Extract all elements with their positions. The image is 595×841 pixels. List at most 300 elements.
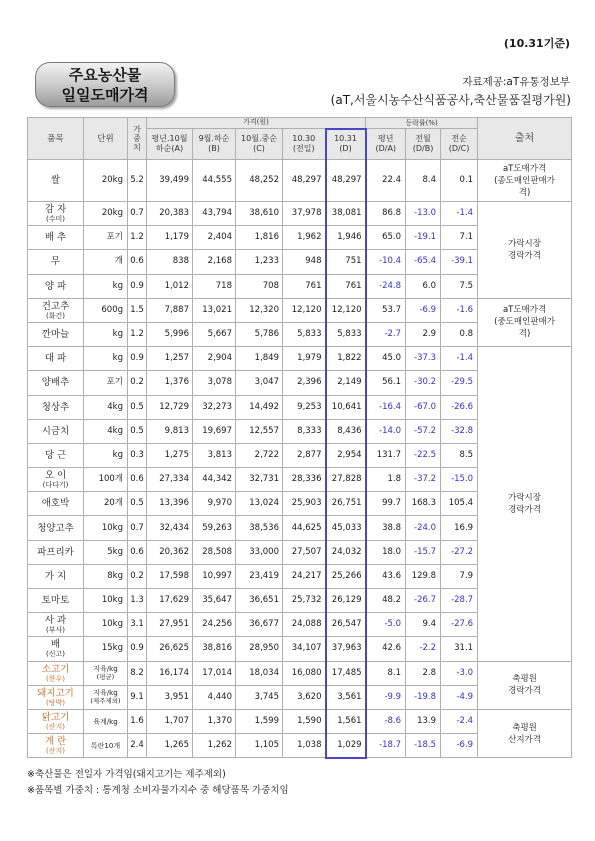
item-name: 오 이 [44, 470, 67, 482]
item-variety: (산지) [46, 747, 65, 756]
source-line: 산지가격 [508, 734, 541, 745]
change-vs-prev-month-cell: -37.3 [406, 347, 441, 371]
price-late-sep-cell: 24,256 [193, 613, 236, 637]
unit-cell [84, 371, 128, 395]
price-prev-day-cell: 48,297 [283, 160, 326, 202]
price-mid-oct-cell: 28,950 [236, 637, 283, 661]
unit-label: 포기 [106, 232, 123, 243]
price-prev-day-cell: 9,253 [283, 395, 326, 419]
price-normal-late-oct-cell: 17,629 [147, 589, 193, 613]
change-vs-prev-period-cell: -4.9 [441, 685, 478, 709]
item-name-cell [28, 734, 84, 758]
price-normal-late-oct-cell: 1,376 [147, 371, 193, 395]
price-mid-oct-cell: 1,233 [236, 250, 283, 274]
weight-cell: 0.7 [128, 516, 147, 540]
base-date: (10.31기준) [503, 37, 570, 50]
price-late-sep-cell: 35,647 [193, 589, 236, 613]
price-table [27, 117, 572, 759]
weight-cell: 1.2 [128, 226, 147, 250]
price-mid-oct-cell: 14,492 [236, 395, 283, 419]
change-vs-prev-month-cell: 129.8 [406, 564, 441, 588]
change-vs-normal-cell: 42.6 [366, 637, 406, 661]
price-late-sep-cell: 32,273 [193, 395, 236, 419]
change-vs-normal-cell: 22.4 [366, 160, 406, 202]
weight-cell: 0.9 [128, 347, 147, 371]
change-vs-prev-period-cell: -26.6 [441, 395, 478, 419]
price-late-sep-cell: 44,555 [193, 160, 236, 202]
title-line-2: 일일도매가격 [61, 86, 149, 104]
item-name-cell [28, 540, 84, 564]
unit-label: 100개 [98, 474, 123, 485]
unit-cell [84, 347, 128, 371]
source-line: 축평원 [512, 722, 537, 733]
price-today-cell: 26,547 [326, 613, 366, 637]
price-prev-day-cell: 2,396 [283, 371, 326, 395]
header-line: 하순(A) [155, 144, 184, 153]
source-line: 축평원 [512, 674, 537, 685]
price-late-sep-cell: 3,813 [193, 443, 236, 467]
weight-cell: 0.2 [128, 564, 147, 588]
item-name-cell [28, 661, 84, 685]
change-vs-normal-cell: 8.1 [366, 661, 406, 685]
change-vs-normal-cell: -8.6 [366, 709, 406, 733]
source-text [489, 304, 561, 340]
change-vs-normal-cell: -16.4 [366, 395, 406, 419]
header-price-today [326, 129, 366, 160]
unit-cell [84, 226, 128, 250]
price-normal-late-oct-cell: 9,813 [147, 419, 193, 443]
item-name: 배 [50, 639, 61, 651]
change-vs-prev-period-cell: -3.0 [441, 661, 478, 685]
header-source: 출처 [478, 118, 572, 160]
header-line: 9월.하순 [198, 134, 230, 143]
price-table-body [28, 160, 572, 758]
item-name: 가 지 [44, 570, 67, 582]
header-line: (전일) [292, 144, 315, 153]
unit-cell [84, 685, 128, 709]
item-variety: (탕박) [46, 698, 65, 707]
price-normal-late-oct-cell: 16,174 [147, 661, 193, 685]
header-line: (D/C) [448, 144, 470, 153]
unit-cell [84, 661, 128, 685]
price-mid-oct-cell: 1,105 [236, 734, 283, 758]
source-text [489, 163, 561, 199]
item-name-cell [28, 709, 84, 733]
price-normal-late-oct-cell: 1,012 [147, 274, 193, 298]
unit-label: kg [112, 329, 123, 340]
weight-cell: 0.9 [128, 274, 147, 298]
item-name: 토마토 [41, 595, 70, 607]
change-vs-prev-month-cell: 6.0 [406, 274, 441, 298]
document-title [35, 62, 175, 107]
source-line: 가락시장 [508, 492, 541, 503]
price-normal-late-oct-cell: 32,434 [147, 516, 193, 540]
price-today-cell: 1,029 [326, 734, 366, 758]
price-today-cell: 27,828 [326, 468, 366, 492]
change-vs-normal-cell: -10.4 [366, 250, 406, 274]
unit-label: 20kg [101, 208, 123, 219]
change-vs-prev-month-cell: -65.4 [406, 250, 441, 274]
price-mid-oct-cell: 12,320 [236, 298, 283, 322]
unit-cell [84, 202, 128, 226]
table-row [28, 202, 572, 226]
change-vs-prev-month-cell: 13.9 [406, 709, 441, 733]
change-vs-normal-cell: 86.8 [366, 202, 406, 226]
table-row [28, 709, 572, 733]
price-late-sep-cell: 19,697 [193, 419, 236, 443]
price-late-sep-cell: 43,794 [193, 202, 236, 226]
item-name-cell [28, 685, 84, 709]
price-normal-late-oct-cell: 27,951 [147, 613, 193, 637]
price-prev-day-cell: 25,903 [283, 492, 326, 516]
unit-cell [84, 540, 128, 564]
price-normal-late-oct-cell: 1,707 [147, 709, 193, 733]
source-text [489, 673, 561, 697]
change-vs-prev-month-cell: -2.2 [406, 637, 441, 661]
price-normal-late-oct-cell: 17,598 [147, 564, 193, 588]
price-prev-day-cell: 12,120 [283, 298, 326, 322]
weight-cell: 0.6 [128, 250, 147, 274]
change-vs-prev-period-cell: -2.4 [441, 709, 478, 733]
price-today-cell: 17,485 [326, 661, 366, 685]
price-today-cell: 48,297 [326, 160, 366, 202]
change-vs-prev-month-cell: -26.7 [406, 589, 441, 613]
item-name: 배 추 [44, 232, 67, 244]
unit-cell [84, 322, 128, 346]
header-price-group: 가격(원) [147, 118, 366, 129]
change-vs-prev-period-cell: -29.5 [441, 371, 478, 395]
unit-label: 20kg [101, 175, 123, 185]
header-item: 품목 [28, 118, 84, 160]
change-vs-prev-period-cell: 105.4 [441, 492, 478, 516]
change-vs-normal-cell: -5.0 [366, 613, 406, 637]
price-mid-oct-cell: 3,745 [236, 685, 283, 709]
price-normal-late-oct-cell: 12,729 [147, 395, 193, 419]
price-late-sep-cell: 38,816 [193, 637, 236, 661]
source-line: aT도매가격 [502, 163, 547, 174]
unit-label: 4kg [107, 425, 123, 436]
unit-label: 개 [114, 256, 123, 267]
source-cell [478, 202, 572, 299]
change-vs-prev-period-cell: 31.1 [441, 637, 478, 661]
data-provider: 자료제공:aT유통정보부 [462, 76, 570, 88]
change-vs-normal-cell: 43.6 [366, 564, 406, 588]
unit-label: 지육/kg [93, 689, 118, 698]
price-today-cell: 761 [326, 274, 366, 298]
item-name-cell [28, 419, 84, 443]
unit-label: kg [112, 280, 123, 291]
change-vs-prev-month-cell: 8.4 [406, 160, 441, 202]
header-change-vs-normal [366, 129, 406, 160]
header-line: 평년.10월 [151, 134, 188, 143]
price-today-cell: 10,641 [326, 395, 366, 419]
price-mid-oct-cell: 3,047 [236, 371, 283, 395]
item-name: 대 파 [44, 353, 67, 365]
item-name: 무 [50, 256, 61, 268]
item-name-cell [28, 298, 84, 322]
unit-cell [84, 516, 128, 540]
unit-cell [84, 564, 128, 588]
price-prev-day-cell: 25,732 [283, 589, 326, 613]
unit-cell [84, 734, 128, 758]
source-text [489, 238, 561, 262]
title-line-1: 주요농산물 [68, 66, 142, 84]
change-vs-normal-cell: -18.7 [366, 734, 406, 758]
source-text [489, 492, 561, 516]
change-vs-prev-month-cell: -67.0 [406, 395, 441, 419]
weight-cell: 0.9 [128, 637, 147, 661]
item-name-cell [28, 516, 84, 540]
price-mid-oct-cell: 36,677 [236, 613, 283, 637]
price-today-cell: 1,946 [326, 226, 366, 250]
header-change-group: 등락률(%) [366, 118, 478, 129]
change-vs-prev-period-cell: -15.0 [441, 468, 478, 492]
unit-cell [84, 395, 128, 419]
weight-cell: 0.7 [128, 202, 147, 226]
unit-label: 20개 [103, 498, 123, 509]
change-vs-prev-month-cell: -6.9 [406, 298, 441, 322]
price-today-cell: 751 [326, 250, 366, 274]
header-line: 전순 [451, 134, 467, 143]
source-cell [478, 160, 572, 202]
price-prev-day-cell: 16,080 [283, 661, 326, 685]
price-mid-oct-cell: 36,651 [236, 589, 283, 613]
source-line: 가락시장 [508, 238, 541, 249]
change-vs-prev-month-cell: 2.9 [406, 322, 441, 346]
price-today-cell: 2,149 [326, 371, 366, 395]
price-prev-day-cell: 37,978 [283, 202, 326, 226]
item-variety: (신고) [46, 650, 65, 659]
change-vs-prev-period-cell: -1.6 [441, 298, 478, 322]
item-name: 건고추 [41, 300, 70, 312]
unit-cell [84, 443, 128, 467]
price-mid-oct-cell: 1,599 [236, 709, 283, 733]
header-weight-label: 가중치 [133, 124, 141, 152]
price-prev-day-cell: 34,107 [283, 637, 326, 661]
header-line: (D) [339, 144, 352, 154]
item-name-cell [28, 395, 84, 419]
item-name: 돼지고기 [37, 687, 74, 699]
price-prev-day-cell: 5,833 [283, 322, 326, 346]
change-vs-prev-month-cell: -19.1 [406, 226, 441, 250]
header-line: 10.31 [334, 134, 357, 144]
change-vs-prev-period-cell: -27.2 [441, 540, 478, 564]
price-late-sep-cell: 1,262 [193, 734, 236, 758]
change-vs-normal-cell: -24.8 [366, 274, 406, 298]
price-normal-late-oct-cell: 838 [147, 250, 193, 274]
item-variety: (산지) [46, 723, 65, 732]
price-late-sep-cell: 2,404 [193, 226, 236, 250]
weight-cell: 0.3 [128, 443, 147, 467]
item-variety: (다다기) [42, 481, 69, 490]
price-normal-late-oct-cell: 13,396 [147, 492, 193, 516]
weight-cell: 1.6 [128, 709, 147, 733]
change-vs-prev-period-cell: -1.4 [441, 202, 478, 226]
unit-note: (평균) [96, 673, 115, 682]
item-name: 감 자 [44, 204, 67, 216]
footnote: ※품목별 가중치 : 통계청 소비자물가지수 중 해당품목 가중치임 [27, 785, 289, 796]
price-prev-day-cell: 24,088 [283, 613, 326, 637]
change-vs-prev-period-cell: 0.1 [441, 160, 478, 202]
source-line: 경락가격 [508, 686, 541, 697]
price-late-sep-cell: 9,970 [193, 492, 236, 516]
change-vs-normal-cell: 1.8 [366, 468, 406, 492]
unit-label: 10kg [101, 595, 123, 606]
unit-cell [84, 250, 128, 274]
change-vs-normal-cell: 56.1 [366, 371, 406, 395]
change-vs-prev-period-cell: 0.8 [441, 322, 478, 346]
change-vs-prev-month-cell: -13.0 [406, 202, 441, 226]
change-vs-prev-month-cell: -24.0 [406, 516, 441, 540]
change-vs-normal-cell: -2.7 [366, 322, 406, 346]
price-today-cell: 12,120 [326, 298, 366, 322]
item-name-cell [28, 202, 84, 226]
price-late-sep-cell: 4,440 [193, 685, 236, 709]
change-vs-prev-month-cell: -18.5 [406, 734, 441, 758]
price-normal-late-oct-cell: 27,334 [147, 468, 193, 492]
change-vs-prev-month-cell: -15.7 [406, 540, 441, 564]
price-normal-late-oct-cell: 1,275 [147, 443, 193, 467]
weight-cell: 0.5 [128, 395, 147, 419]
price-today-cell: 25,266 [326, 564, 366, 588]
item-name: 사 과 [44, 615, 67, 627]
unit-cell [84, 160, 128, 202]
header-row-groups [28, 118, 572, 129]
change-vs-prev-month-cell: -57.2 [406, 419, 441, 443]
table-row [28, 298, 572, 322]
price-today-cell: 3,561 [326, 685, 366, 709]
unit-cell [84, 637, 128, 661]
footnote: ※축산물은 전일자 가격임(돼지고기는 제주제외) [27, 769, 226, 780]
unit-cell [84, 492, 128, 516]
price-late-sep-cell: 3,078 [193, 371, 236, 395]
weight-cell: 2.4 [128, 734, 147, 758]
price-prev-day-cell: 1,979 [283, 347, 326, 371]
item-name: 청상추 [41, 401, 70, 413]
unit-label: 5kg [107, 546, 123, 557]
price-today-cell: 8,436 [326, 419, 366, 443]
unit-label: 15kg [101, 643, 123, 654]
price-mid-oct-cell: 48,252 [236, 160, 283, 202]
price-late-sep-cell: 718 [193, 274, 236, 298]
item-name: 깐마늘 [41, 329, 70, 341]
price-today-cell: 26,129 [326, 589, 366, 613]
change-vs-prev-month-cell: 168.3 [406, 492, 441, 516]
unit-label: 지육/kg [93, 665, 118, 674]
header-line: (B) [208, 144, 220, 153]
price-prev-day-cell: 8,333 [283, 419, 326, 443]
price-late-sep-cell: 13,021 [193, 298, 236, 322]
price-late-sep-cell: 5,667 [193, 322, 236, 346]
item-name: 소고기 [41, 663, 70, 675]
price-mid-oct-cell: 13,024 [236, 492, 283, 516]
price-prev-day-cell: 1,590 [283, 709, 326, 733]
change-vs-prev-period-cell: -1.4 [441, 347, 478, 371]
price-mid-oct-cell: 38,610 [236, 202, 283, 226]
item-name-cell [28, 274, 84, 298]
price-late-sep-cell: 2,168 [193, 250, 236, 274]
header-line: 10.30 [292, 134, 316, 143]
item-name: 양 파 [44, 280, 67, 292]
header-change-vs-prev-period [441, 129, 478, 160]
item-name: 양배추 [41, 377, 70, 389]
change-vs-prev-period-cell: -39.1 [441, 250, 478, 274]
price-mid-oct-cell: 33,000 [236, 540, 283, 564]
unit-cell [84, 419, 128, 443]
unit-label: 600g [101, 304, 123, 315]
unit-cell [84, 298, 128, 322]
change-vs-prev-month-cell: 9.4 [406, 613, 441, 637]
change-vs-prev-period-cell: -32.8 [441, 419, 478, 443]
price-mid-oct-cell: 23,419 [236, 564, 283, 588]
weight-cell: 1.5 [128, 298, 147, 322]
price-normal-late-oct-cell: 1,179 [147, 226, 193, 250]
price-normal-late-oct-cell: 1,257 [147, 347, 193, 371]
unit-note: (제주제외) [90, 697, 121, 706]
header-line: (C) [253, 144, 265, 153]
price-today-cell: 1,822 [326, 347, 366, 371]
weight-cell: 8.2 [128, 661, 147, 685]
item-name-cell [28, 160, 84, 202]
change-vs-prev-period-cell: 7.5 [441, 274, 478, 298]
item-variety: (화건) [46, 311, 65, 320]
header-line: 전월 [415, 134, 431, 143]
item-name-cell [28, 613, 84, 637]
price-mid-oct-cell: 12,557 [236, 419, 283, 443]
unit-label: 육계/kg [93, 717, 118, 726]
weight-cell: 3.1 [128, 613, 147, 637]
unit-cell [84, 589, 128, 613]
header-price-normal-late-oct [147, 129, 193, 160]
item-name-cell [28, 371, 84, 395]
price-today-cell: 26,751 [326, 492, 366, 516]
source-cell [478, 347, 572, 661]
item-name-cell [28, 492, 84, 516]
change-vs-normal-cell: 18.0 [366, 540, 406, 564]
price-mid-oct-cell: 5,786 [236, 322, 283, 346]
item-name: 닭고기 [41, 712, 70, 724]
table-row [28, 160, 572, 202]
item-name-cell [28, 564, 84, 588]
item-variety: (수미) [46, 215, 65, 224]
price-mid-oct-cell: 18,034 [236, 661, 283, 685]
source-line: (종도매인판매가격) [494, 175, 555, 198]
item-variety: (부사) [46, 626, 65, 635]
change-vs-normal-cell: -14.0 [366, 419, 406, 443]
change-vs-prev-month-cell: -30.2 [406, 371, 441, 395]
source-agencies: (aT,서울시농수산식품공사,축산물품질평가원) [330, 93, 571, 107]
weight-cell: 0.6 [128, 540, 147, 564]
item-name-cell [28, 443, 84, 467]
price-prev-day-cell: 2,877 [283, 443, 326, 467]
weight-cell: 1.3 [128, 589, 147, 613]
price-today-cell: 1,561 [326, 709, 366, 733]
item-name: 쌀 [50, 175, 61, 186]
weight-cell: 0.5 [128, 419, 147, 443]
price-mid-oct-cell: 708 [236, 274, 283, 298]
unit-label: 10kg [101, 619, 123, 630]
source-text [489, 722, 561, 746]
source-cell [478, 709, 572, 757]
weight-cell: 0.5 [128, 492, 147, 516]
price-prev-day-cell: 1,038 [283, 734, 326, 758]
price-normal-late-oct-cell: 20,362 [147, 540, 193, 564]
change-vs-prev-period-cell: 16.9 [441, 516, 478, 540]
price-prev-day-cell: 3,620 [283, 685, 326, 709]
unit-cell [84, 613, 128, 637]
unit-label: kg [112, 353, 123, 364]
price-normal-late-oct-cell: 5,996 [147, 322, 193, 346]
